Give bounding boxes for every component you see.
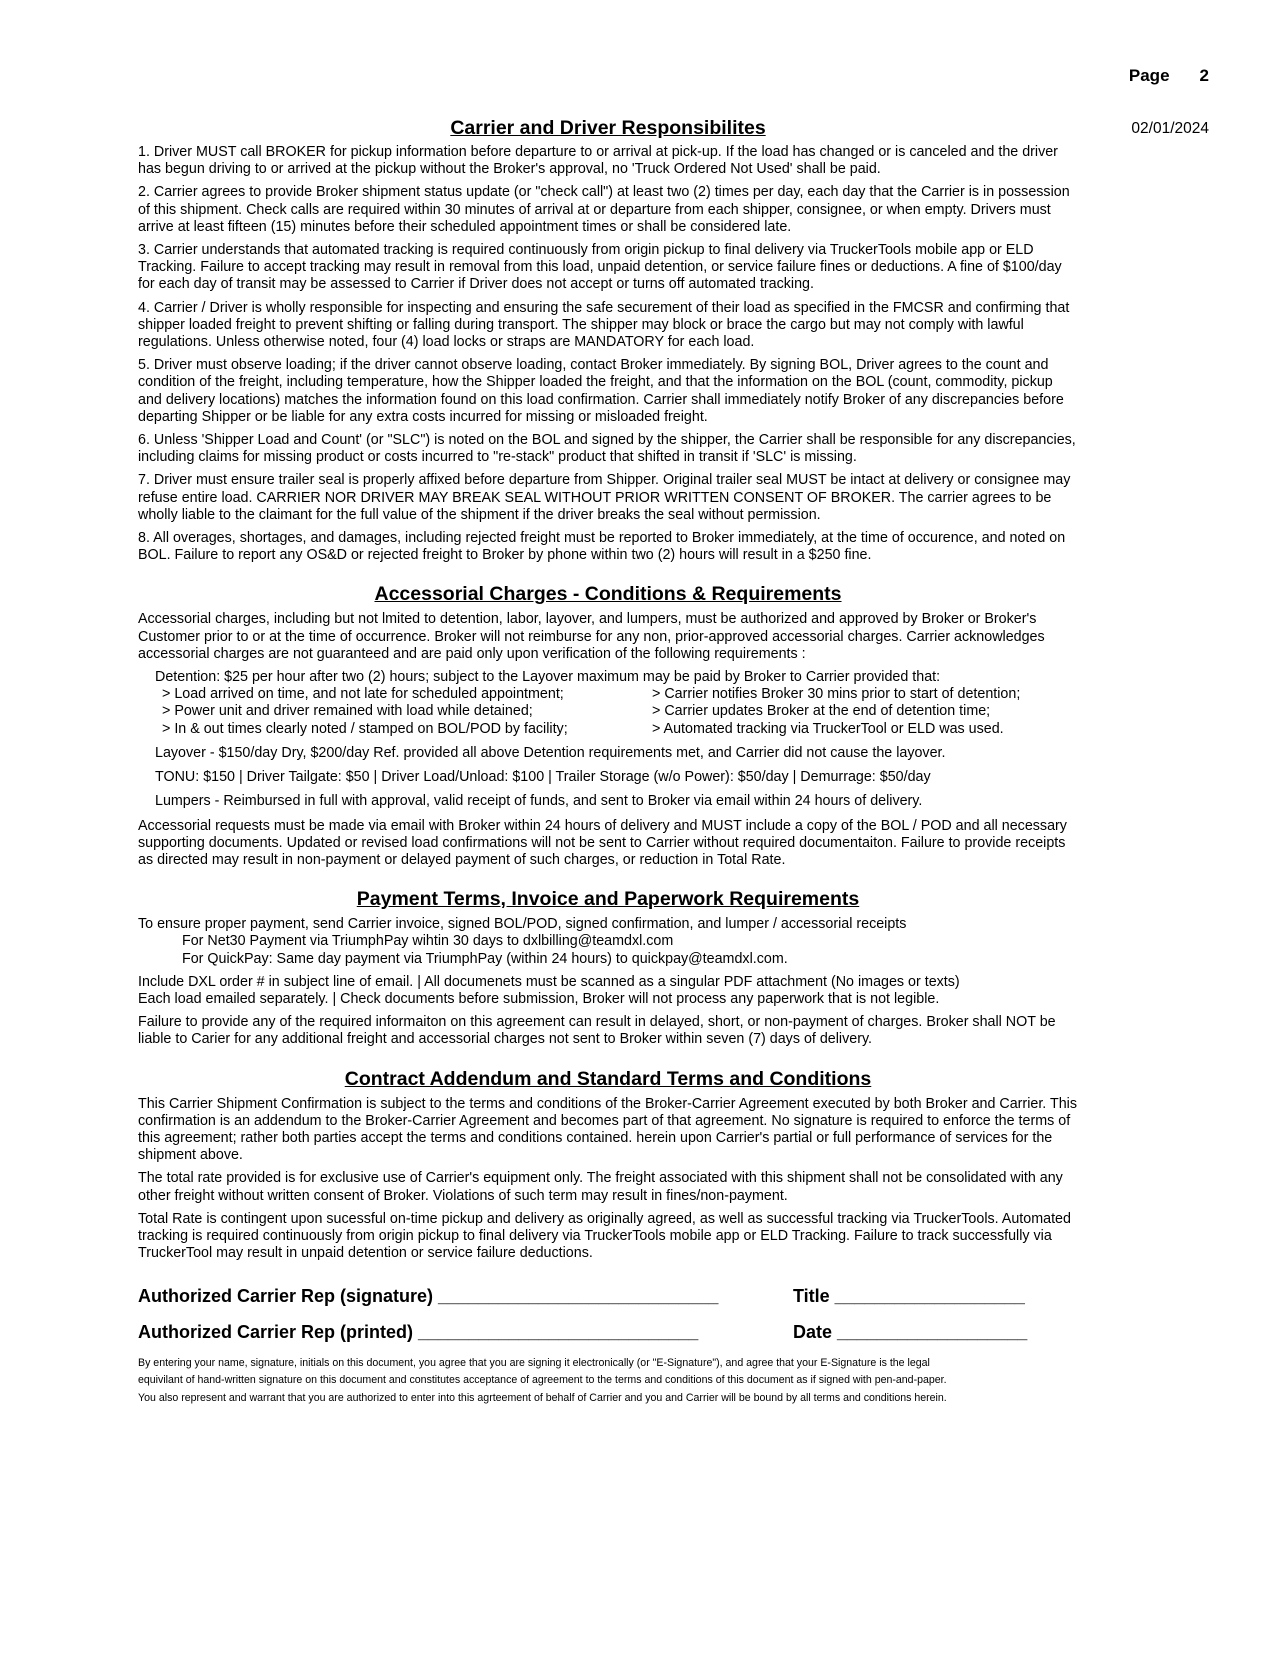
fine-print-line: By entering your name, signature, initials on this document, you agree that you are signing it electronically (or "E-Signature"), and agree that your E-Signature is the legal [138,1356,930,1369]
fine-print-line: equivilant of hand-written signature on this document and constitutes acceptance of agreement to the terms and conditions of this document as if signed with pen-and-paper. [138,1374,947,1387]
section-title-payment: Payment Terms, Invoice and Paperwork Requirements [356,888,860,911]
detention-text: Detention: $25 per hour after two (2) hours; subject to the Layover maximum may be paid by Broker to Carrier provided that: [155,669,941,686]
carrier-item-5: 5. Driver must observe loading; if the driver cannot observe loading, contact Broker immediately. By signing BOL, Driver agrees to the count and condition of the freight, including temperature, how the Shipper loaded the freight, and that the information on the BOL (count, commodity, pickup and delivery locations) matches the information found on this load confirmation. Carrier shall immediately notify Broker of any discrepancies before departing Shipper or be liable for any extra costs incurred for missing or misloaded freight. [138,357,1064,425]
payment-line: To ensure proper payment, send Carrier invoice, signed BOL/POD, signed confirmation, and lumper / accessorial receipts [138,916,907,933]
carrier-item-8: 8. All overages, shortages, and damages, including rejected freight must be reported to Broker immediately, at the time of occurence, and noted on BOL. Failure to report any OS&D or rejected freight to Broker by phone within two (2) hours will result in a $250 fine. [138,530,1066,564]
signature-row [138,1288,1078,1305]
lumpers-text: Lumpers - Reimbursed in full with approval, valid receipt of funds, and sent to Broker via email within 24 hours of delivery. [155,793,923,810]
printed-name-field[interactable]: Authorized Carrier Rep (printed) ____________________________ [138,1321,699,1342]
contract-p1: This Carrier Shipment Confirmation is subject to the terms and conditions of the Broker-Carrier Agreement executed by both Broker and Carrier. This confirmation is an addendum to the Broker-Carrier Agreement and becomes part of that agreement. No signature is required to enforce the terms of this agreement; rather both parties accept the terms and conditions contained. herein upon Carrier's partial or full performance of services for the shipment above. [138,1095,1077,1164]
printed-row [138,1321,1078,1342]
document-body [138,116,1078,1408]
requirement-item: > Carrier updates Broker at the end of detention time; [652,703,991,720]
date-field[interactable]: Date ___________________ [793,1321,1028,1342]
carrier-item-6: 6. Unless 'Shipper Load and Count' (or "SLC") is noted on the BOL and signed by the shipper, the Carrier shall be responsible for any discrepancies, including claims for missing product or costs incurred to "re-stack" product that shifted in transit if 'SLC' is missing. [138,432,1076,466]
carrier-item-4: 4. Carrier / Driver is wholly responsible for inspecting and ensuring the safe securement of their load as specified in the FMCSR and confirming that shipper loaded freight to prevent shifting or falling during transport. The shipper may block or brace the cargo but may not comply with lawful regulations. Unless otherwise noted, four (4) load locks or straps are MANDATORY for each load. [138,299,1070,351]
layover-text: Layover - $150/day Dry, $200/day Ref. provided all above Detention requirements met, and Carrier did not cause the layover. [155,744,946,761]
e-signature-disclaimer [138,1355,1078,1408]
requirement-item: > Power unit and driver remained with load while detained; [162,703,533,720]
carrier-item-7: 7. Driver must ensure trailer seal is properly affixed before departure from Shipper. Original trailer seal MUST be intact at delivery or consignee may refuse entire load. CARRIER NOR DRIVER MAY BREAK SEAL WITHOUT PRIOR WRITTEN CONSENT OF BROKER. The carrier agrees to be wholly liable to the claimant for the full value of the shipment if the driver breaks the seal without permission. [138,472,1071,523]
section-title-accessorial: Accessorial Charges - Conditions & Requirements [374,583,842,606]
fine-print-line: You also represent and warrant that you are authorized to enter into this agrteement of behalf of Carrier and you and Carrier will be bound by all terms and conditions herein. [138,1392,947,1405]
include-line-2: Each load emailed separately. | Check documents before submission, Broker will not process any paperwork that is not legible. [138,990,940,1007]
requirements-right [652,686,1020,738]
carrier-item-3: 3. Carrier understands that automated tracking is required continuously from origin pickup to final delivery via TruckerTools mobile app or ELD Tracking. Failure to accept tracking may result in removal from this load, unpaid detention, or service failure fines or deductions. A fine of $100/day for each day of transit may be assessed to Carrier if Driver does not accept or turns off automated tracking. [138,242,1062,293]
contract-p2: The total rate provided is for exclusive use of Carrier's equipment only. The freight associated with this shipment shall not be consolidated with any other freight without written consent of Broker. Violations of such term may result in fines/non-payment. [138,1170,1063,1204]
accessorial-intro: Accessorial charges, including but not lmited to detention, labor, layover, and lumpers, must be authorized and approved by Broker or Broker's Customer prior to or at the time of occurrence. Broker will not reimburse for any non, prior-approved accessorial charges. Carrier acknowledges accessorial charges are not guaranteed and are paid only upon verification of the following requirements : [138,611,1045,662]
page-label: Page [1128,66,1170,85]
document-date: 02/01/2024 [1131,120,1209,137]
page-number-header [1129,66,1209,86]
requirement-item: > Carrier notifies Broker 30 mins prior to start of detention; [652,686,1021,703]
carrier-item-2: 2. Carrier agrees to provide Broker shipment status update (or "check call") at least two (2) times per day, each day that the Carrier is in possession of this shipment. Check calls are required within 30 minutes of arrival at or departure from each shipper, consignee, or when empty. Drivers must arrive at least fifteen (15) minutes before their scheduled appointment times or shall be considered late. [138,184,1070,235]
include-line-1: Include DXL order # in subject line of email. | All documenets must be scanned as a singular PDF attachment (No images or texts) [138,973,960,990]
tonu-text: TONU: $150 | Driver Tailgate: $50 | Driver Load/Unload: $100 | Trailer Storage (w/o Power): $50/day | Demurrage: $50/day [155,769,931,786]
signature-field[interactable]: Authorized Carrier Rep (signature) ____________________________ [138,1286,719,1307]
requirement-item: > Load arrived on time, and not late for scheduled appointment; [162,686,564,703]
section-title-contract: Contract Addendum and Standard Terms and Conditions [344,1067,872,1090]
section-title-carrier: Carrier and Driver Responsibilites [450,117,766,139]
carrier-item-1: 1. Driver MUST call BROKER for pickup information before departure to or arrival at pick-up. If the load has changed or is canceled and the driver has begun driving to or arrived at the pickup without the Broker's approval, no 'Truck Ordered Not Used' shall be paid. [138,144,1058,178]
net30-line: For Net30 Payment via TriumphPay wihtin 30 days to dxlbilling@teamdxl.com [182,933,674,950]
requirement-item: > Automated tracking via TruckerTool or ELD was used. [652,720,1004,737]
title-field[interactable]: Title ___________________ [793,1286,1025,1307]
accessorial-requests: Accessorial requests must be made via email with Broker within 24 hours of delivery and MUST include a copy of the BOL / POD and all necessary supporting documents. Updated or revised load confirmations will not be sent to Carrier without required documentaiton. Failure to provide receipts as directed may result in non-payment or delayed payment of such charges, or reduction in Total Rate. [138,817,1067,868]
requirement-item: > In & out times clearly noted / stamped on BOL/POD by facility; [162,720,568,737]
quickpay-line: For QuickPay: Same day payment via TriumphPay (within 24 hours) to quickpay@teamdxl.com. [182,950,788,967]
contract-p3: Total Rate is contingent upon sucessful on-time pickup and delivery as originally agreed, as well as successful tracking via TruckerTools. Automated tracking is required continuously from origin pickup to final delivery via TruckerTools mobile app or ELD Tracking. Failure to track successfully via TruckerTool may result in unpaid detention or service failure deductions. [138,1210,1071,1262]
requirements-left [162,686,652,738]
detention-requirements [138,686,1078,738]
page-number: 2 [1199,66,1209,85]
payment-failure: Failure to provide any of the required informaiton on this agreement can result in delayed, short, or non-payment of charges. Broker shall NOT be liable to Carier for any additional freight and accessorial charges not sent to Broker within seven (7) days of delivery. [138,1014,1056,1048]
